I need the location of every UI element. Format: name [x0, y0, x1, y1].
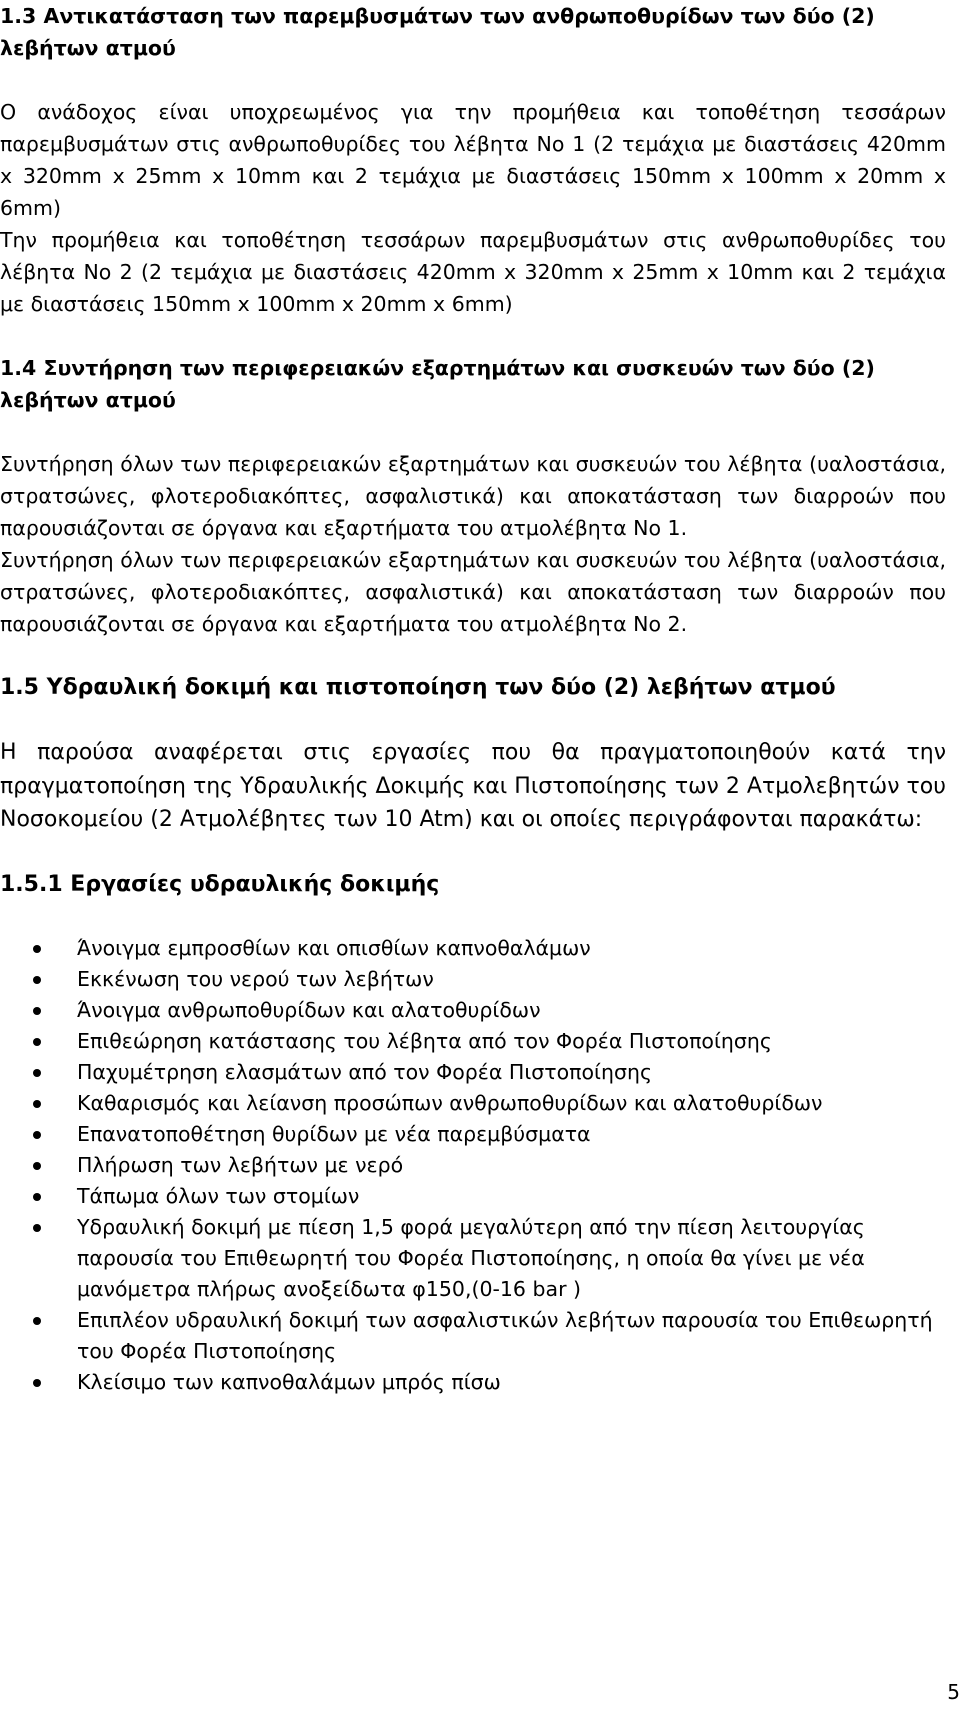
spacer	[0, 704, 946, 736]
list-item-text: Επιπλέον υδραυλική δοκιμή των ασφαλιστικών λεβήτων παρουσία του Επιθεωρητή του Φορέα Πιστοποίησης	[77, 1307, 933, 1363]
list-item	[0, 1305, 946, 1367]
list-item-text: Υδραυλική δοκιμή με πίεση 1,5 φορά μεγαλύτερη από την πίεση λειτουργίας παρουσία του Επιθεωρητή του Φορέα Πιστοποίησης, η οποία θα γίνει με νέα μανόμετρα πλήρως ανοξείδωτα φ150,(0-16 bar )	[77, 1214, 865, 1301]
bullet-icon	[33, 1379, 41, 1387]
list-item-text: Τάπωμα όλων των στομίων	[77, 1183, 360, 1208]
list-item-text: Καθαρισμός και λείανση προσώπων ανθρωποθυρίδων και αλατοθυρίδων	[77, 1090, 823, 1115]
bullet-icon	[33, 945, 41, 953]
spacer	[0, 901, 946, 933]
bullet-icon	[33, 1131, 41, 1139]
bullet-icon	[33, 1007, 41, 1015]
bullet-icon	[33, 1162, 41, 1170]
list-item-text: Εκκένωση του νερού των λεβήτων	[77, 966, 434, 991]
list-item-text: Επιθεώρηση κατάστασης του λέβητα από τον Φορέα Πιστοποίησης	[77, 1028, 772, 1053]
list-item	[0, 1212, 946, 1305]
work-items-list	[0, 933, 946, 1398]
section-1-5-heading: 1.5 Υδραυλική δοκιμή και πιστοποίηση των δύο (2) λεβήτων ατμού	[0, 675, 836, 700]
bullet-icon	[33, 1038, 41, 1046]
list-item	[0, 933, 946, 964]
section-1-4-heading: 1.4 Συντήρηση των περιφερειακών εξαρτημάτων και συσκευών των δύο (2) λεβήτων ατμού	[0, 356, 875, 412]
spacer	[0, 416, 946, 448]
section-1-3-paragraph-1: Ο ανάδοχος είναι υποχρεωμένος για την προμήθεια και τοποθέτηση τεσσάρων παρεμβυσμάτων στις ανθρωποθυρίδες του λέβητα Νο 1 (2 τεμάχια με διαστάσεις 420mm x 320mm x 25mm x 10mm και 2 τεμάχια με διαστάσεις 150mm x 100mm x 20mm x 6mm)	[0, 100, 946, 220]
list-item	[0, 1150, 946, 1181]
spacer	[0, 640, 946, 672]
list-item	[0, 1181, 946, 1212]
list-item-text: Επανατοποθέτηση θυρίδων με νέα παρεμβύσματα	[77, 1121, 591, 1146]
section-1-4-paragraph-1: Συντήρηση όλων των περιφερειακών εξαρτημάτων και συσκευών του λέβητα (υαλοστάσια, στρατσώνες, φλοτεροδιακόπτες, ασφαλιστικά) και αποκατάσταση των διαρροών που παρουσιάζονται σε όργανα και εξαρτήματα του ατμολέβητα Νο 1.	[0, 452, 946, 540]
bullet-icon	[33, 1193, 41, 1201]
section-1-3-heading: 1.3 Αντικατάσταση των παρεμβυσμάτων των ανθρωποθυρίδων των δύο (2) λεβήτων ατμού	[0, 4, 875, 60]
list-item	[0, 1119, 946, 1150]
list-item-text: Άνοιγμα εμπροσθίων και οπισθίων καπνοθαλάμων	[77, 935, 591, 960]
list-item-text: Παχυμέτρηση ελασμάτων από τον Φορέα Πιστοποίησης	[77, 1059, 652, 1084]
bullet-icon	[33, 1317, 41, 1325]
list-item-text: Πλήρωση των λεβήτων με νερό	[77, 1152, 404, 1177]
list-item	[0, 1367, 946, 1398]
bullet-icon	[33, 976, 41, 984]
section-1-5-paragraph: Η παρούσα αναφέρεται στις εργασίες που θα πραγματοποιηθούν κατά την πραγματοποίηση της Υδραυλικής Δοκιμής και Πιστοποίησης των 2 Ατμολεβητών του Νοσοκομείου (2 Ατμολέβητες των 10 Atm) και οι οποίες περιγράφονται παρακάτω:	[0, 740, 946, 832]
section-1-4-paragraph-2: Συντήρηση όλων των περιφερειακών εξαρτημάτων και συσκευών του λέβητα (υαλοστάσια, στρατσώνες, φλοτεροδιακόπτες, ασφαλιστικά) και αποκατάσταση των διαρροών που παρουσιάζονται σε όργανα και εξαρτήματα του ατμολέβητα Νο 2.	[0, 548, 946, 636]
list-item-text: Άνοιγμα ανθρωποθυρίδων και αλατοθυρίδων	[77, 997, 541, 1022]
bullet-icon	[33, 1069, 41, 1077]
bullet-icon	[33, 1224, 41, 1232]
list-item	[0, 1057, 946, 1088]
list-item	[0, 964, 946, 995]
spacer	[0, 64, 946, 96]
list-item-text: Κλείσιμο των καπνοθαλάμων μπρός πίσω	[77, 1369, 501, 1394]
page-number: 5	[947, 1680, 960, 1704]
list-item	[0, 1026, 946, 1057]
section-1-5-1-heading: 1.5.1 Εργασίες υδραυλικής δοκιμής	[0, 871, 440, 897]
bullet-icon	[33, 1100, 41, 1108]
section-1-3-paragraph-2: Την προμήθεια και τοποθέτηση τεσσάρων παρεμβυσμάτων στις ανθρωποθυρίδες του λέβητα Νο 2 (2 τεμάχια με διαστάσεις 420mm x 320mm x 25mm x 10mm και 2 τεμάχια με διαστάσεις 150mm x 100mm x 20mm x 6mm)	[0, 228, 946, 316]
spacer	[0, 837, 946, 869]
list-item	[0, 995, 946, 1026]
list-item	[0, 1088, 946, 1119]
spacer	[0, 320, 946, 352]
